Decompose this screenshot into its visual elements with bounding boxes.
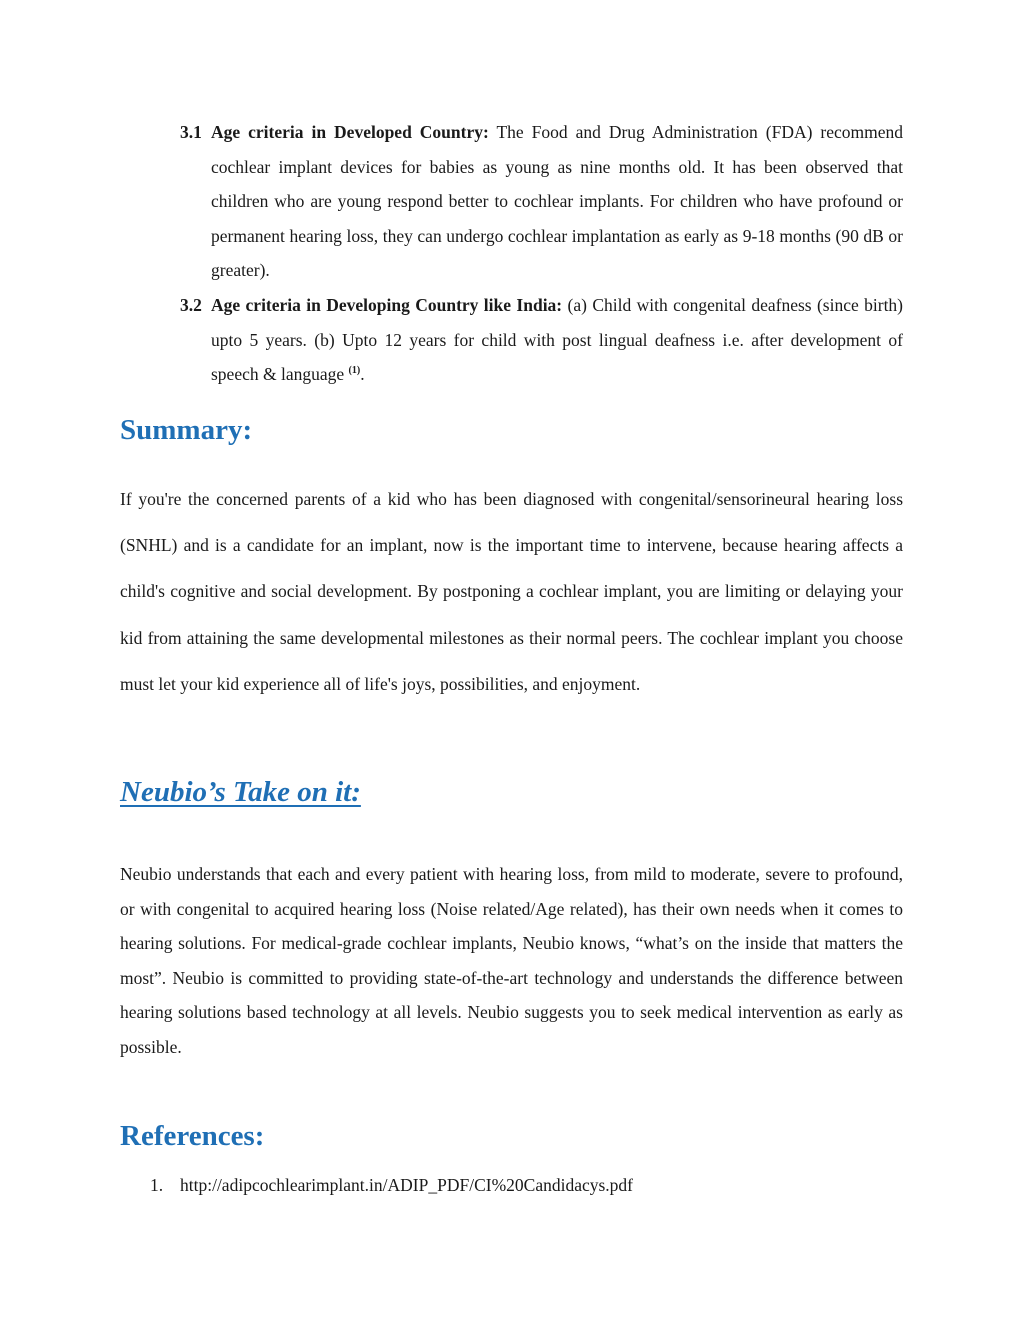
criteria-number: 3.2	[180, 294, 202, 315]
criteria-number: 3.1	[180, 122, 202, 142]
criteria-item-developed	[180, 115, 903, 288]
reference-url[interactable]: http://adipcochlearimplant.in/ADIP_PDF/CI%20Candidacys.pdf	[180, 1175, 633, 1195]
reference-item	[150, 1170, 633, 1200]
reference-marker: (1)	[348, 365, 361, 377]
neubio-take-heading-link[interactable]: Neubio’s Take on it:	[120, 776, 361, 808]
criteria-lead: Age criteria in Developing Country like India:	[211, 294, 563, 315]
references-list	[150, 1170, 633, 1200]
criteria-item-developing	[180, 288, 903, 392]
criteria-text: (a) Child with congenital deafness (since birth) upto 5 years. (b) Upto 12 years for child with post lingual deafness i.e. after development of speech & language	[211, 294, 904, 385]
age-criteria-list	[180, 115, 903, 392]
criteria-text: The Food and Drug Administration (FDA) recommend cochlear implant devices for babies as young as nine months old. It has been observed that children who are young respond better to cochlear implants. For children who have profound or permanent hearing loss, they can undergo cochlear implantation as early as 9-18 months (90 dB or greater).	[211, 122, 903, 281]
criteria-tail: .	[360, 364, 365, 385]
criteria-lead: Age criteria in Developed Country:	[211, 122, 489, 142]
summary-heading: Summary:	[120, 414, 253, 446]
summary-paragraph: If you're the concerned parents of a kid who has been diagnosed with congenital/sensorineural hearing loss (SNHL) and is a candidate for an implant, now is the important time to intervene, because hearing affects a child's cognitive and social development. By postponing a cochlear implant, you are limiting or delaying your kid from attaining the same developmental milestones as their normal peers. The cochlear implant you choose must let your kid experience all of life's joys, possibilities, and enjoyment.	[120, 489, 903, 694]
references-heading: References:	[120, 1120, 265, 1152]
neubio-take-paragraph: Neubio understands that each and every patient with hearing loss, from mild to moderate, severe to profound, or with congenital to acquired hearing loss (Noise related/Age related), has their own needs when it comes to hearing solutions. For medical-grade cochlear implants, Neubio knows, “what’s on the inside that matters the most”. Neubio is committed to providing state-of-the-art technology and understands the difference between hearing solutions based technology at all levels. Neubio suggests you to seek medical intervention as early as possible.	[120, 864, 903, 1057]
reference-number: 1.	[150, 1175, 164, 1195]
